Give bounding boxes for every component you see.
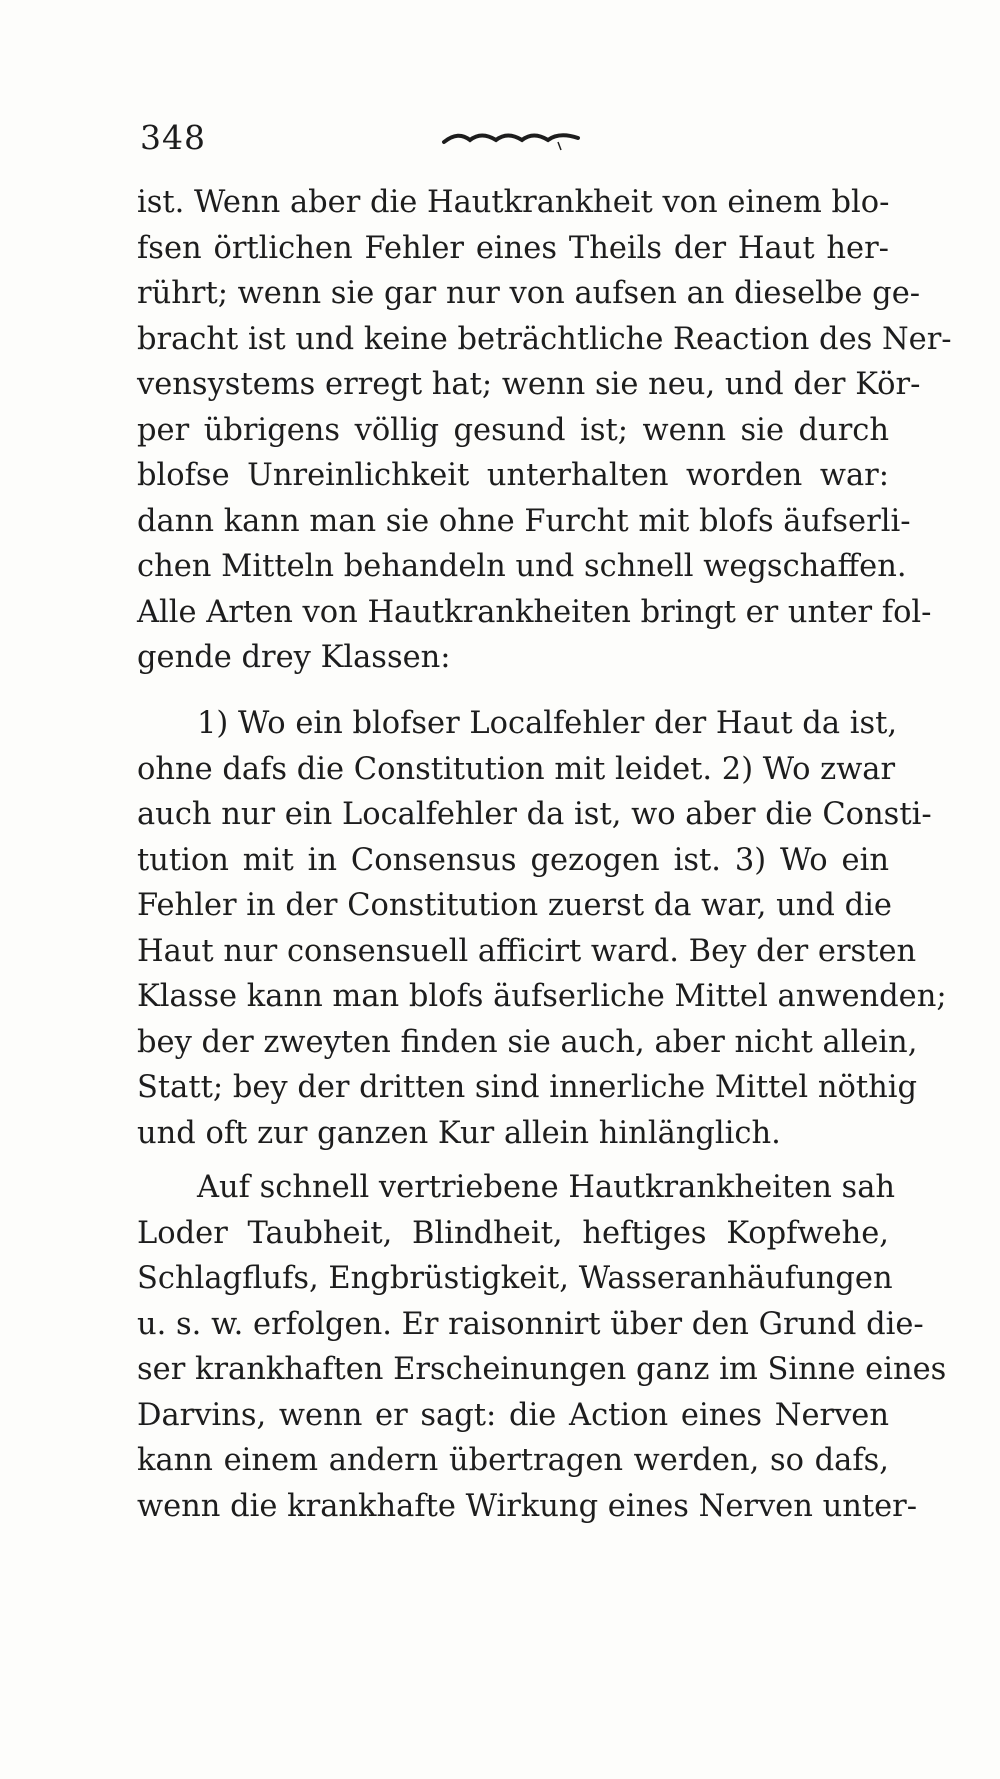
text-line: Schlagflufs, Engbrüstigkeit, Wasseranhäufungen (137, 1261, 893, 1296)
paragraph-1 (137, 180, 952, 681)
text-line: blofse Unreinlichkeit unterhalten worden war: (137, 458, 889, 493)
page-header (140, 118, 880, 178)
text-line: auch nur ein Localfehler da ist, wo aber die Consti- (137, 797, 932, 832)
text-line: rührt; wenn sie gar nur von aufsen an dieselbe ge- (137, 276, 921, 311)
text-line: ser krankhaften Erscheinungen ganz im Sinne eines (137, 1352, 947, 1387)
text-line: wenn die krankhafte Wirkung eines Nerven unter- (137, 1488, 918, 1524)
text-line: Loder Taubheit, Blindheit, heftiges Kopfwehe, (137, 1215, 889, 1251)
text-line: bey der zweyten finden sie auch, aber nicht allein, (137, 1024, 918, 1060)
text-line: Alle Arten von Hautkrankheiten bringt er unter fol- (137, 594, 932, 630)
text-line: per übrigens völlig gesund ist; wenn sie durch (137, 412, 889, 448)
header-ornament (440, 124, 585, 154)
text-line: Fehler in der Constitution zuerst da war, und die (137, 888, 892, 923)
text-line: Klasse kann man blofs äufserliche Mittel anwenden; (137, 979, 947, 1014)
text-line: ist. Wenn aber die Hautkrankheit von einem blo- (137, 185, 890, 220)
paragraph-3 (137, 1165, 947, 1529)
paragraph-2 (137, 701, 947, 1156)
text-line: gende drey Klassen: (137, 640, 451, 675)
text-line: dann kann man sie ohne Furcht mit blofs äufserli- (137, 503, 911, 539)
page-number: 348 (140, 118, 206, 157)
text-line: bracht ist und keine beträchtliche Reaction des Ner- (137, 321, 952, 357)
text-line: und oft zur ganzen Kur allein hinlänglich. (137, 1115, 781, 1151)
text-line: ohne dafs die Constitution mit leidet. 2) Wo zwar (137, 751, 896, 787)
text-line: Haut nur consensuell afficirt ward. Bey der ersten (137, 933, 917, 969)
text-line: fsen örtlichen Fehler eines Theils der Haut her- (137, 230, 889, 266)
text-line: chen Mitteln behandeln und schnell wegschaffen. (137, 549, 907, 584)
text-line: vensystems erregt hat; wenn sie neu, und der Kör- (137, 367, 921, 402)
text-line: Statt; bey der dritten sind innerliche Mittel nöthig (137, 1070, 918, 1105)
text-line: kann einem andern übertragen werden, so dafs, (137, 1443, 889, 1478)
text-line: Auf schnell vertriebene Hautkrankheiten sah (197, 1170, 896, 1205)
text-line: tution mit in Consensus gezogen ist. 3) Wo ein (137, 842, 889, 878)
text-line: Darvins, wenn er sagt: die Action eines Nerven (137, 1397, 889, 1433)
text-line: 1) Wo ein blofser Localfehler der Haut da ist, (197, 706, 898, 741)
text-line: u. s. w. erfolgen. Er raisonnirt über den Grund die- (137, 1306, 924, 1342)
